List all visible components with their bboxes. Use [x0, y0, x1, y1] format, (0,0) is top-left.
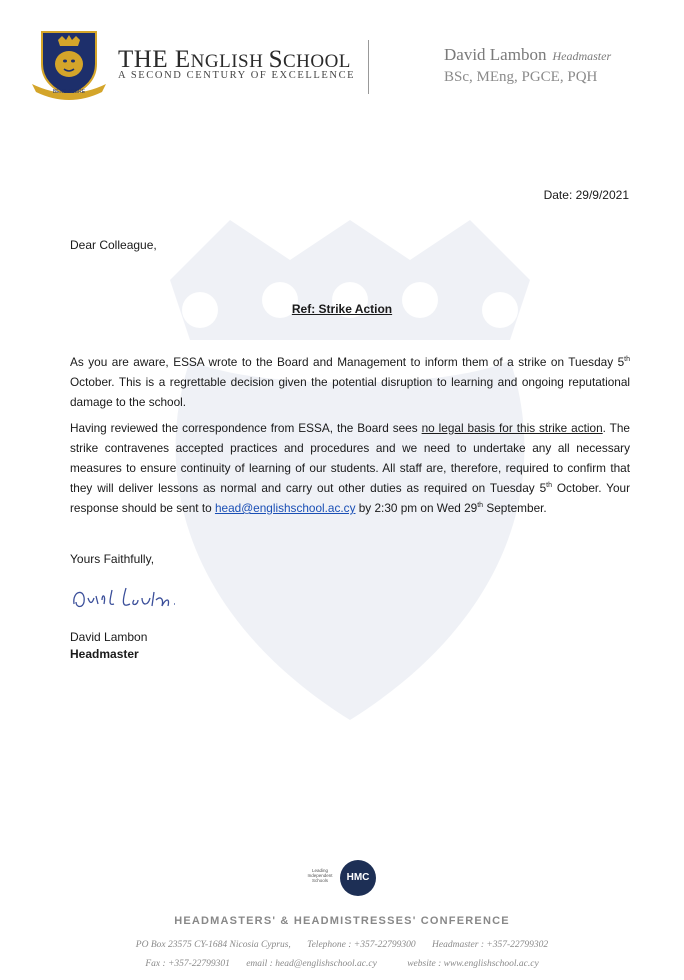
- salutation: Dear Colleague,: [70, 238, 157, 252]
- letter-date: Date: 29/9/2021: [543, 188, 629, 202]
- closing: Yours Faithfully,: [70, 552, 155, 566]
- footer-headmaster-phone: Headmaster : +357-22799302: [432, 940, 549, 950]
- school-crest-icon: [30, 30, 108, 100]
- footer-fax: Fax : +357-22799301: [145, 959, 230, 969]
- hmc-tagline: Leading Independent Schools: [307, 868, 333, 883]
- email-link[interactable]: head@englishschool.ac.cy: [214, 501, 356, 515]
- svg-text:BENE AGERE: BENE AGERE: [52, 89, 86, 95]
- footer-address: PO Box 23575 CY-1684 Nicosia Cyprus,: [135, 940, 291, 950]
- signatory-title: Headmaster: [70, 647, 139, 661]
- signature-icon: [68, 580, 188, 614]
- conference-name: HEADMASTERS' & HEADMISTRESSES' CONFERENCE: [174, 915, 510, 927]
- school-motto: A SECOND CENTURY OF EXCELLENCE: [118, 70, 356, 81]
- headmaster-qualifications: BSc, MEng, PGCE, PQH: [444, 69, 598, 85]
- header-divider: [368, 40, 369, 94]
- hmc-logo-icon: [300, 860, 390, 900]
- hmc-logo-text: HMC: [340, 860, 376, 896]
- paragraph-2: Having reviewed the correspondence from ESSA, the Board sees no legal basis for this strike action. The strike contravenes accepted practices and procedures and we need to undertake any all necessary measures to ensure continuity of learning of our students. All staff are, therefore, required to confirm that they will deliver lessons as normal and carry out other duties as required on Tuesday 5th October. Your response should be sent to head@englishschool.ac.cy by 2:30 pm on Wed 29th September.: [70, 421, 630, 515]
- footer-email[interactable]: email : head@englishschool.ac.cy: [246, 959, 377, 969]
- reference-line: Ref: Strike Action: [291, 302, 393, 316]
- footer-website[interactable]: website : www.englishschool.ac.cy: [407, 959, 539, 969]
- headmaster-title: Headmaster: [552, 49, 612, 63]
- footer-contact-line-2: [0, 959, 684, 969]
- no-legal-basis-text: no legal basis for this strike action: [421, 421, 603, 435]
- school-name: THE ENGLISH SCHOOL: [118, 46, 351, 73]
- footer-contact-line-1: [0, 940, 684, 950]
- footer-telephone: Telephone : +357-22799300: [307, 940, 416, 950]
- headmaster-name: David Lambon Headmaster: [444, 45, 612, 64]
- signatory-name: David Lambon: [70, 630, 148, 644]
- paragraph-1: As you are aware, ESSA wrote to the Board and Management to inform them of a strike on Tuesday 5th October. This is a regrettable decision given the potential disruption to learning and ongoing reputational damage to the school.: [70, 355, 630, 409]
